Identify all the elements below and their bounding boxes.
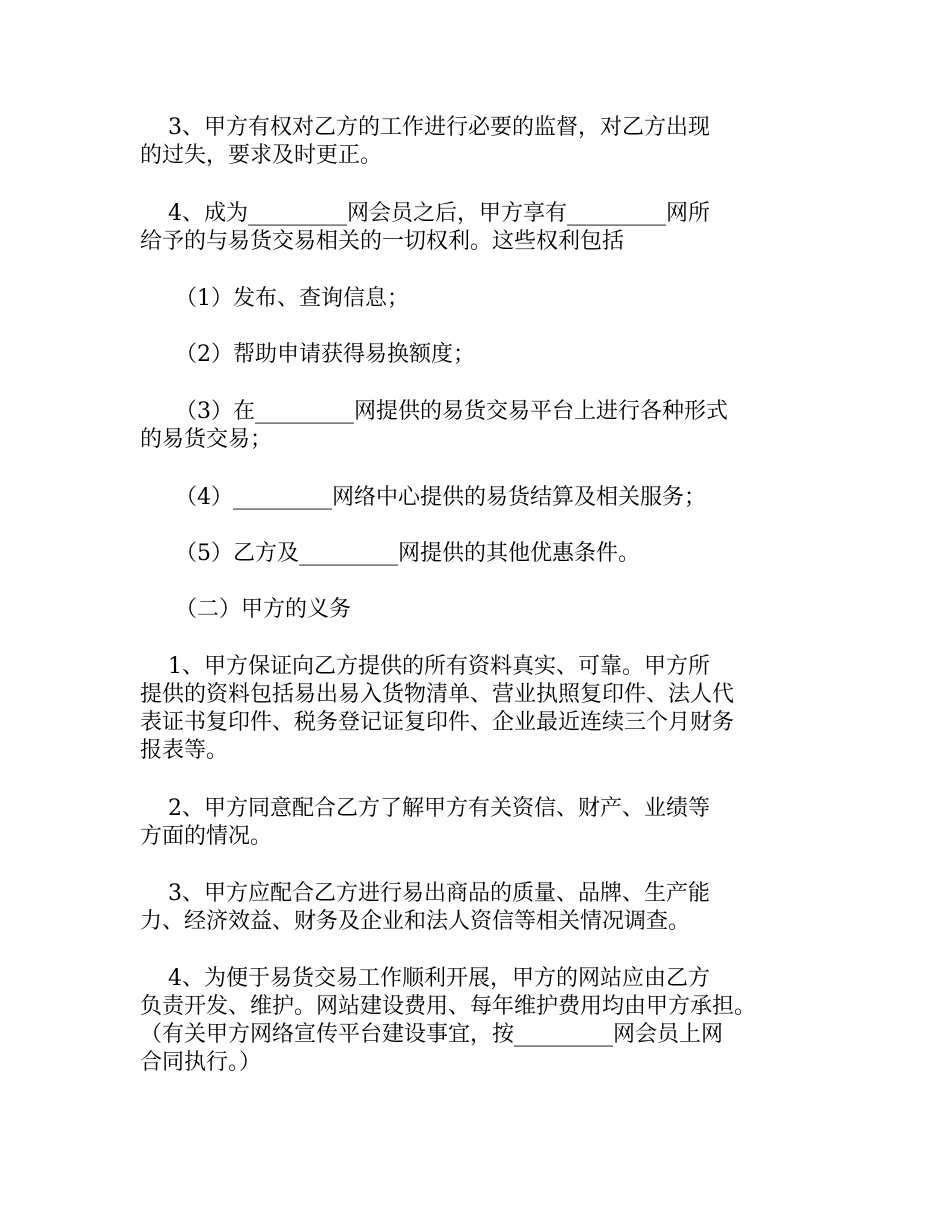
paragraph-cooperate-investigation [140,880,830,936]
text-line: 给予的与易货交易相关的一切权利。这些权利包括 [140,229,625,254]
list-item-3 [140,398,830,454]
list-item-1 [140,285,830,313]
text-line: 4、成为_________网会员之后，甲方享有_________网所 [140,201,710,226]
text-line: （有关甲方网络宣传平台建设事宜，按_________网会员上网 [140,1022,724,1047]
section-heading-obligations [140,596,830,624]
list-item-5 [140,540,830,568]
list-item-4 [140,484,830,512]
text-line: 的过失，要求及时更正。 [140,143,383,168]
text-line: （3）在_________网提供的易货交易平台上进行各种形式 [140,399,728,424]
list-item-2 [140,341,830,369]
text-line: 表证书复印件、税务登记证复印件、企业最近连续三个月财务 [140,710,735,735]
text-line: 3、甲方有权对乙方的工作进行必要的监督，对乙方出现 [140,115,710,140]
text-line: 报表等。 [140,738,229,763]
text-line: （5）乙方及_________网提供的其他优惠条件。 [140,541,640,566]
paragraph-website-development [140,965,830,1077]
text-line: 方面的情况。 [140,824,273,849]
text-line: 3、甲方应配合乙方进行易出商品的质量、品牌、生产能 [140,881,710,906]
text-line: 力、经济效益、财务及企业和法人资信等相关情况调查。 [140,909,691,934]
text-line: 2、甲方同意配合乙方了解甲方有关资信、财产、业绩等 [140,796,710,821]
text-line: 1、甲方保证向乙方提供的所有资料真实、可靠。甲方所 [140,654,710,679]
text-line: 的易货交易； [140,427,273,452]
text-line: 提供的资料包括易出易入货物清单、营业执照复印件、法人代 [140,682,735,707]
text-line: 负责开发、维护。网站建设费用、每年维护费用均由甲方承担。 [140,994,757,1019]
paragraph-supervision-right [140,114,830,170]
text-line: 合同执行。） [140,1050,262,1075]
text-line: （4）_________网络中心提供的易货结算及相关服务； [140,485,706,510]
paragraph-member-rights [140,200,830,256]
paragraph-cooperate-credit [140,795,830,851]
text-line: （1）发布、查询信息； [140,286,409,311]
paragraph-truthful-materials [140,653,830,765]
text-line: （二）甲方的义务 [140,597,351,622]
text-line: 4、为便于易货交易工作顺利开展，甲方的网站应由乙方 [140,966,710,991]
text-line: （2）帮助申请获得易换额度； [140,342,475,367]
